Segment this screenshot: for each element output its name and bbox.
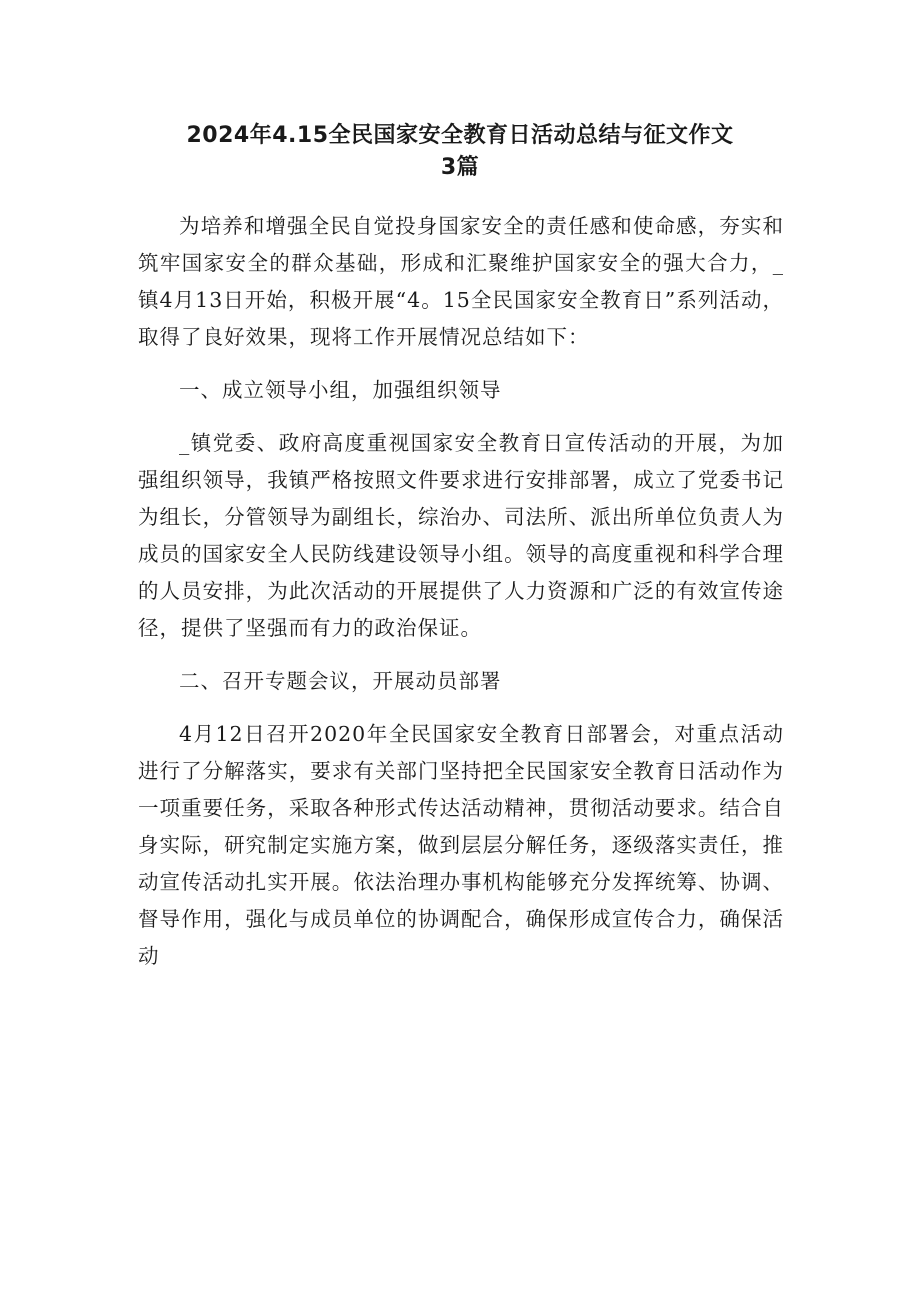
- intro-paragraph: 为培养和增强全民自觉投身国家安全的责任感和使命感，夯实和筑牢国家安全的群众基础，形成和汇聚维护国家安全的强大合力，_镇4月13日开始，积极开展“4。15全民国家安全教育日”系列活动，取得了良好效果，现将工作开展情况总结如下：: [138, 214, 784, 349]
- section-1-paragraph: _镇党委、政府高度重视国家安全教育日宣传活动的开展，为加强组织领导，我镇严格按照文件要求进行安排部署，成立了党委书记为组长，分管领导为副组长，综治办、司法所、派出所单位负责人为成员的国家安全人民防线建设领导小组。领导的高度重视和科学合理的人员安排，为此次活动的开展提供了人力资源和广泛的有效宣传途径，提供了坚强而有力的政治保证。: [138, 431, 784, 640]
- section-2-paragraph: 4月12日召开2020年全民国家安全教育日部署会，对重点活动进行了分解落实，要求有关部门坚持把全民国家安全教育日活动作为一项重要任务，采取各种形式传达活动精神，贯彻活动要求。结合自身实际，研究制定实施方案，做到层层分解任务，逐级落实责任，推动宣传活动扎实开展。依法治理办事机构能够充分发挥统筹、协调、督导作用，强化与成员单位的协调配合，确保形成宣传合力，确保活动: [138, 722, 784, 968]
- section-heading-2: 二、召开专题会议，开展动员部署: [179, 669, 502, 693]
- section-heading-1: 一、成立领导小组，加强组织领导: [179, 378, 502, 402]
- document-title-line-2: 3篇: [440, 155, 480, 180]
- document-title-line-1: 2024年4.15全民国家安全教育日活动总结与征文作文: [186, 123, 734, 148]
- document-body: [138, 208, 784, 991]
